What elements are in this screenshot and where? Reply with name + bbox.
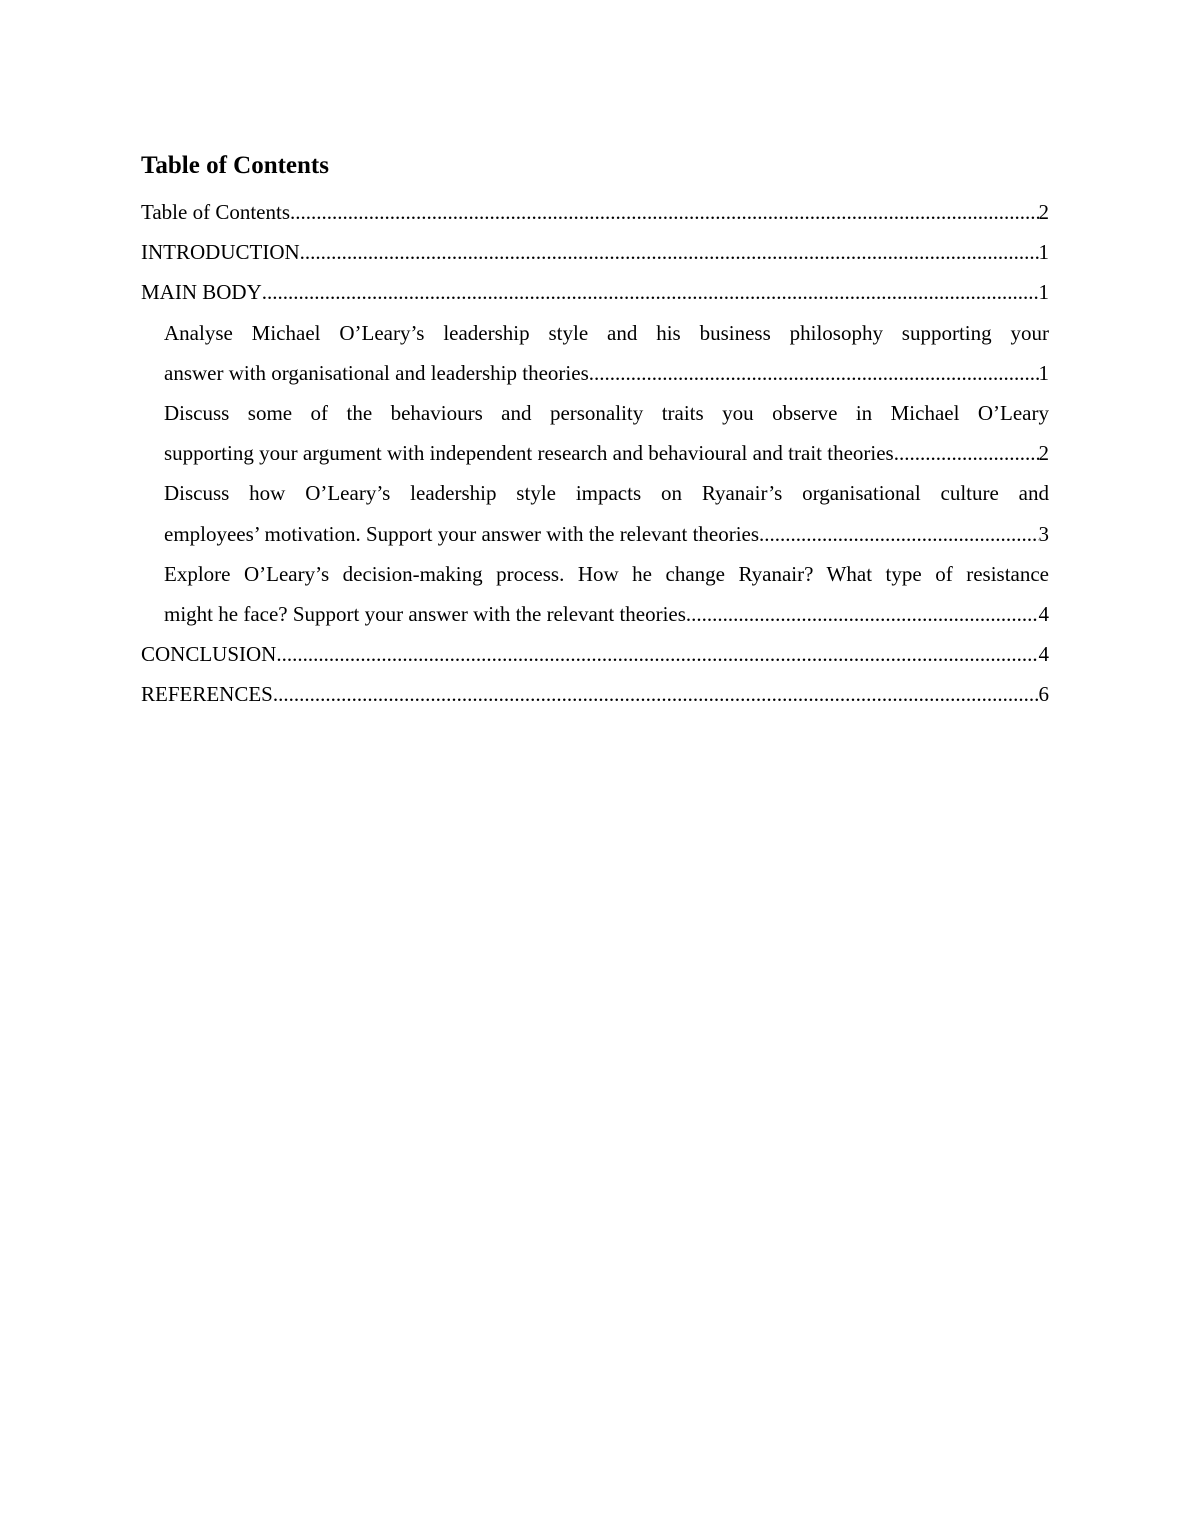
toc-page-number: 6	[1038, 682, 1049, 707]
toc-entry-label: MAIN BODY	[141, 280, 262, 305]
toc-page-number: 4	[1038, 642, 1049, 667]
dot-leader	[894, 433, 1039, 473]
dot-leader	[273, 674, 1039, 714]
toc-entry-conclusion[interactable]	[141, 634, 1049, 674]
dot-leader	[759, 514, 1038, 554]
toc-entry-label-line-1: Discuss some of the behaviours and personality traits you observe in Michael O’Leary	[164, 401, 1049, 426]
toc-entry-culture-motivation[interactable]	[141, 473, 1049, 553]
toc-entry-decision-making[interactable]	[141, 554, 1049, 634]
toc-page-number: 2	[1038, 200, 1049, 224]
toc-list	[141, 192, 1049, 715]
dot-leader	[300, 232, 1039, 272]
toc-entry-label-line-2: answer with organisational and leadership theories	[164, 360, 589, 385]
toc-entry-label: REFERENCES	[141, 682, 273, 707]
toc-heading: Table of Contents	[141, 152, 329, 179]
toc-page-number: 1	[1038, 240, 1049, 265]
toc-entry-label-line-1: Discuss how O’Leary’s leadership style impacts on Ryanair’s organisational culture and	[164, 481, 1049, 506]
toc-page-number: 2	[1038, 441, 1049, 466]
dot-leader	[262, 272, 1039, 312]
dot-leader	[589, 353, 1039, 393]
toc-entry-references[interactable]	[141, 674, 1049, 714]
toc-entry-behaviours-traits[interactable]	[141, 393, 1049, 473]
toc-page-number: 1	[1038, 280, 1049, 305]
toc-page-number: 4	[1038, 602, 1049, 627]
toc-entry-label-line-2: employees’ motivation. Support your answer with the relevant theories	[164, 521, 760, 546]
toc-entry-label-line-2: might he face? Support your answer with the relevant theories	[164, 602, 686, 627]
toc-entry-table-of-contents[interactable]	[141, 192, 1049, 232]
toc-entry-label: Table of Contents	[141, 200, 290, 224]
toc-entry-introduction[interactable]	[141, 232, 1049, 272]
toc-entry-leadership-style[interactable]	[141, 313, 1049, 393]
toc-entry-label: INTRODUCTION	[141, 240, 300, 265]
toc-entry-label: CONCLUSION	[141, 642, 277, 667]
toc-page-number: 3	[1038, 521, 1049, 546]
toc-entry-label-line-1: Explore O’Leary’s decision-making process. How he change Ryanair? What type of resistance	[164, 561, 1049, 586]
toc-entry-main-body[interactable]	[141, 272, 1049, 312]
toc-entry-label-line-2: supporting your argument with independent research and behavioural and trait theories	[164, 441, 894, 466]
dot-leader	[686, 594, 1039, 634]
dot-leader	[276, 634, 1038, 674]
toc-page-number: 1	[1038, 360, 1049, 385]
dot-leader	[290, 192, 1039, 232]
toc-entry-label-line-1: Analyse Michael O’Leary’s leadership style and his business philosophy supporting your	[164, 320, 1049, 345]
